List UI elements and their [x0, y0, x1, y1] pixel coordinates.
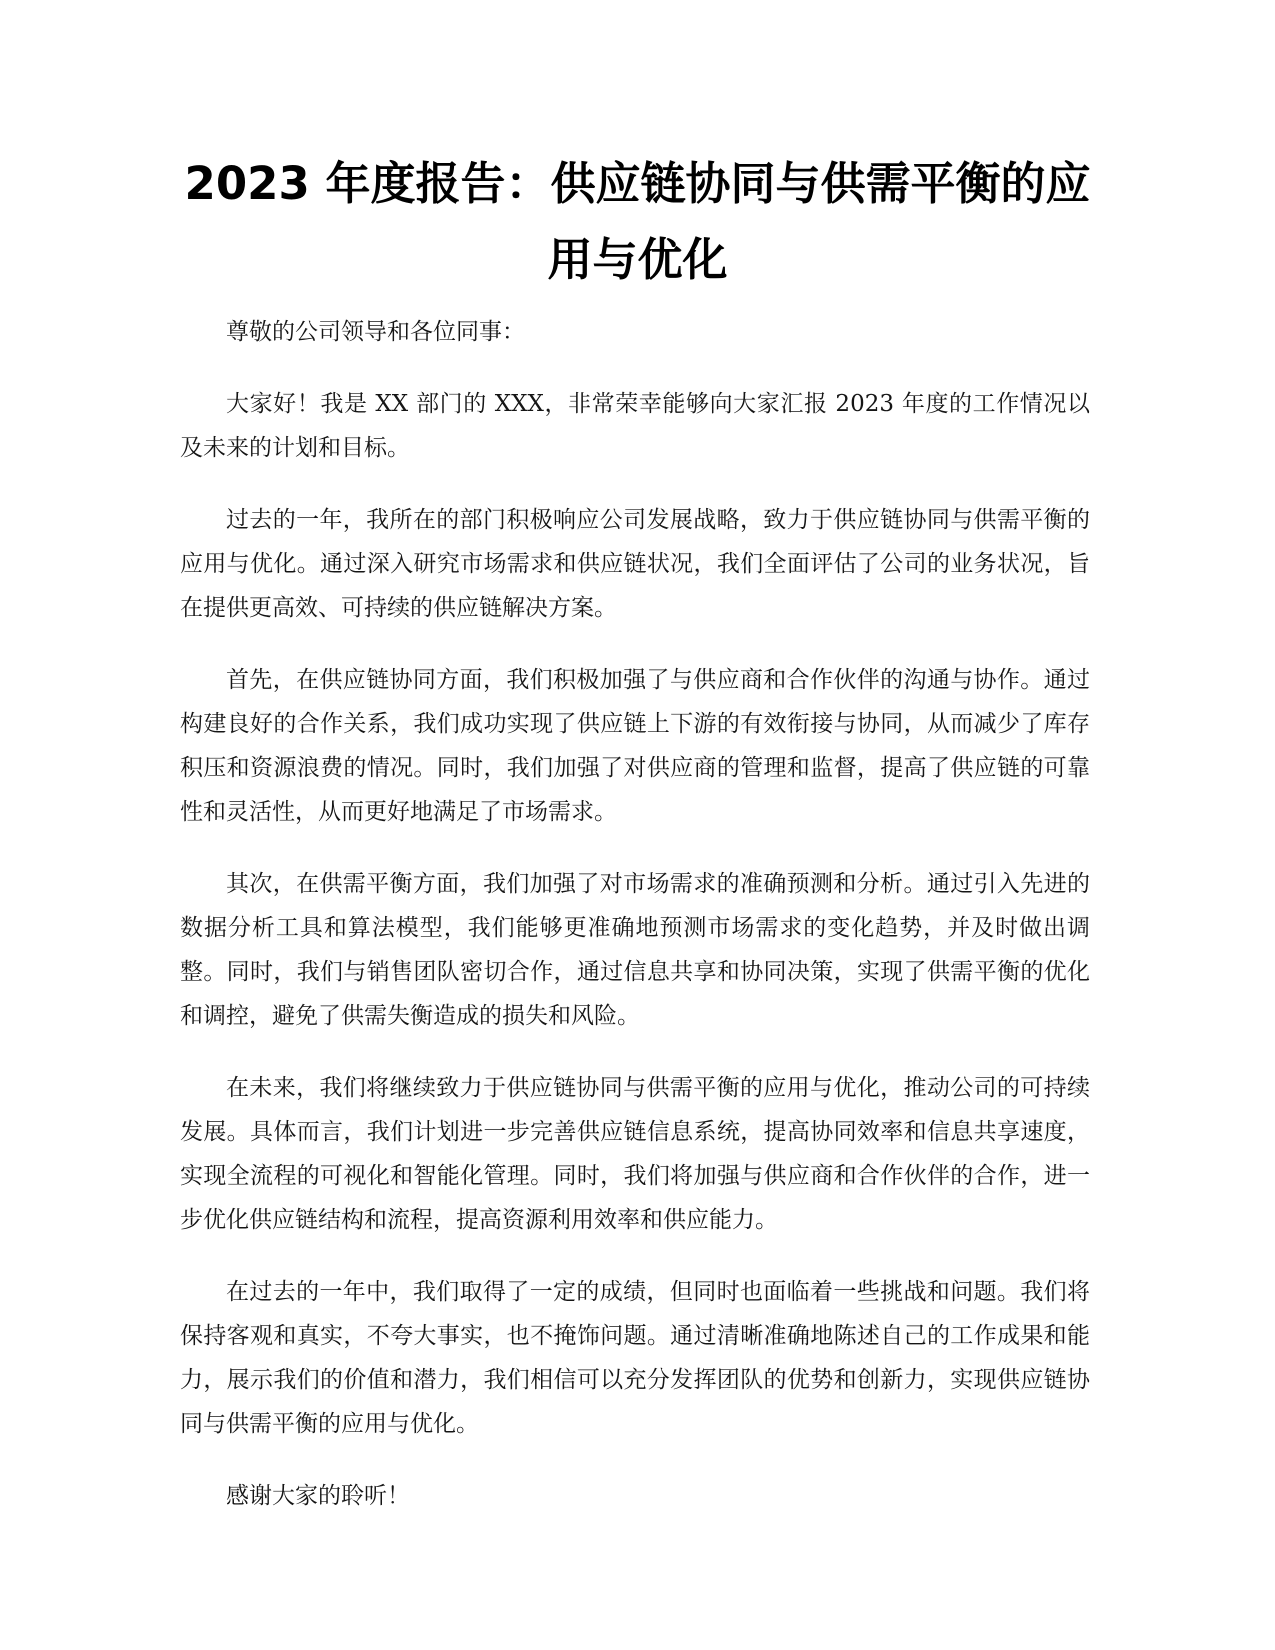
supply-chain-collaboration-paragraph: 首先，在供应链协同方面，我们积极加强了与供应商和合作伙伴的沟通与协作。通过构建良好的合作关系，我们成功实现了供应链上下游的有效衔接与协同，从而减少了库存积压和资源浪费的情况。同时，我们加强了对供应商的管理和监督，提高了供应链的可靠性和灵活性，从而更好地满足了市场需求。: [180, 667, 1090, 825]
greeting-paragraph: 大家好！我是 XX 部门的 XXX，非常荣幸能够向大家汇报 2023 年度的工作情况以及未来的计划和目标。: [180, 391, 1090, 461]
supply-demand-balance-paragraph: 其次，在供需平衡方面，我们加强了对市场需求的准确预测和分析。通过引入先进的数据分析工具和算法模型，我们能够更准确地预测市场需求的变化趋势，并及时做出调整。同时，我们与销售团队密切合作，通过信息共享和协同决策，实现了供需平衡的优化和调控，避免了供需失衡造成的损失和风险。: [180, 871, 1090, 1029]
overview-paragraph: 过去的一年，我所在的部门积极响应公司发展战略，致力于供应链协同与供需平衡的应用与优化。通过深入研究市场需求和供应链状况，我们全面评估了公司的业务状况，旨在提供更高效、可持续的供应链解决方案。: [180, 507, 1090, 621]
closing-paragraph: 感谢大家的聆听！: [226, 1483, 410, 1509]
document-title: 2023 年度报告：供应链协同与供需平衡的应用与优化: [184, 157, 1091, 286]
salutation-paragraph: 尊敬的公司领导和各位同事：: [226, 319, 525, 345]
document-body: [180, 310, 1090, 1518]
reflection-paragraph: 在过去的一年中，我们取得了一定的成绩，但同时也面临着一些挑战和问题。我们将保持客观和真实，不夸大事实，也不掩饰问题。通过清晰准确地陈述自己的工作成果和能力，展示我们的价值和潜力，我们相信可以充分发挥团队的优势和创新力，实现供应链协同与供需平衡的应用与优化。: [180, 1279, 1090, 1437]
future-plan-paragraph: 在未来，我们将继续致力于供应链协同与供需平衡的应用与优化，推动公司的可持续发展。具体而言，我们计划进一步完善供应链信息系统，提高协同效率和信息共享速度，实现全流程的可视化和智能化管理。同时，我们将加强与供应商和合作伙伴的合作，进一步优化供应链结构和流程，提高资源利用效率和供应能力。: [180, 1075, 1090, 1233]
